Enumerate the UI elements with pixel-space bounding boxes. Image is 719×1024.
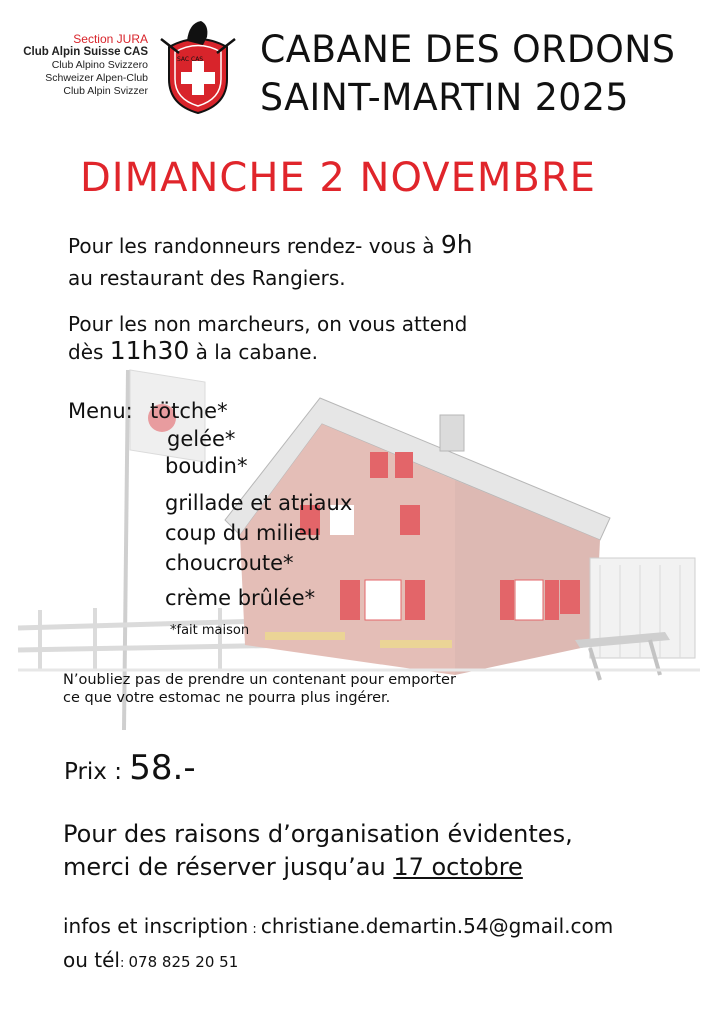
- booking-line-2: merci de réserver jusqu’au 17 octobre: [63, 853, 523, 881]
- price: [64, 748, 196, 788]
- nonwalkers-line-2: dès 11h30 à la cabane.: [68, 336, 318, 365]
- menu-footnote: *fait maison: [170, 623, 250, 638]
- menu-item: crème brûlée*: [165, 586, 316, 610]
- sac-cas-logo: [157, 17, 239, 117]
- price-value: 58.-: [129, 748, 196, 788]
- club-name-de: Schweizer Alpen-Club: [45, 72, 148, 84]
- event-date: DIMANCHE 2 NOVEMBRE: [80, 155, 596, 201]
- menu-item: coup du milieu: [165, 521, 321, 545]
- menu-item: choucroute*: [165, 551, 294, 575]
- club-name-fr: Club Alpin Suisse CAS: [23, 46, 148, 58]
- menu-item: boudin*: [165, 454, 248, 478]
- hikers-line-2: au restaurant des Rangiers.: [68, 266, 346, 290]
- reminder-line-2: ce que votre estomac ne pourra plus ingérer.: [63, 690, 391, 706]
- contact-phone[interactable]: 078 825 20 51: [128, 953, 239, 971]
- club-name-block: [8, 33, 148, 98]
- booking-line-1: Pour des raisons d’organisation évidentes,: [63, 820, 573, 848]
- contact-email-line: infos et inscription : christiane.demartin.54@gmail.com: [63, 914, 614, 938]
- hikers-line-1: Pour les randonneurs rendez- vous à 9h: [68, 230, 473, 259]
- booking-deadline: 17 octobre: [393, 853, 523, 881]
- reminder-line-1: N’oubliez pas de prendre un contenant pour emporter: [63, 672, 456, 688]
- nonwalkers-time: 11h30: [109, 336, 190, 365]
- hikers-time: 9h: [440, 230, 473, 259]
- section-label: Section JURA: [73, 32, 148, 46]
- logo-lettering: SAC CAS: [177, 56, 204, 63]
- menu-item: gelée*: [167, 427, 236, 451]
- menu-item: tötche*: [150, 399, 228, 423]
- nonwalkers-line-1: Pour les non marcheurs, on vous attend: [68, 312, 468, 336]
- title-line-1: CABANE DES ORDONS: [260, 28, 676, 71]
- contact-email[interactable]: christiane.demartin.54@gmail.com: [260, 914, 614, 938]
- booking-notice: [63, 818, 573, 884]
- menu-label: Menu:: [68, 399, 133, 423]
- club-name-it: Club Alpino Svizzero: [51, 59, 148, 71]
- title-line-2: SAINT-MARTIN 2025: [260, 76, 629, 119]
- club-name-rm: Club Alpin Svizzer: [63, 85, 148, 97]
- price-label: Prix :: [64, 759, 130, 785]
- contact-phone-line: ou tél: 078 825 20 51: [63, 948, 239, 972]
- info-label: infos et inscription: [63, 914, 249, 938]
- tel-label: ou tél: [63, 948, 120, 972]
- menu-item: grillade et atriaux: [165, 491, 353, 515]
